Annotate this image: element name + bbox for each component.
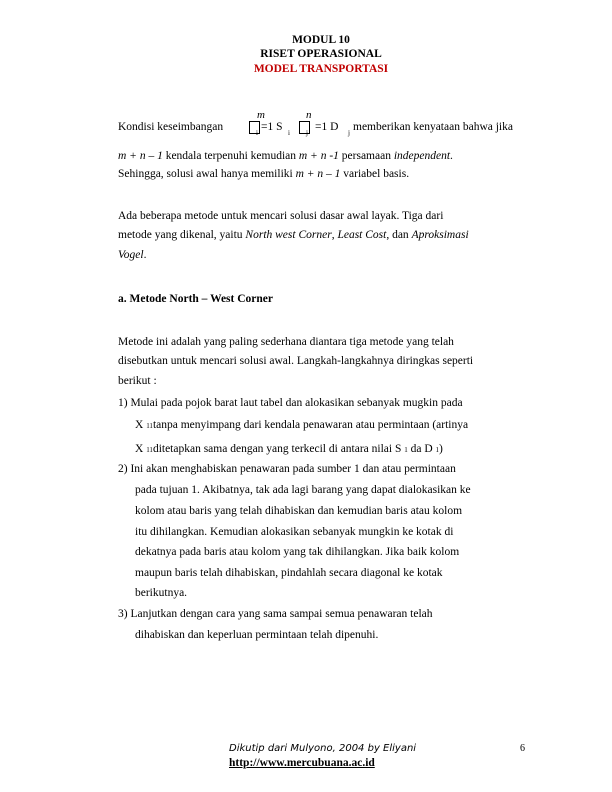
equilibrium-tail-text: memberikan kenyataan bahwa jika: [353, 121, 513, 133]
step3-line1: 3) Lanjutkan dengan cara yang sama sampai semua penawaran telah: [118, 608, 433, 620]
para3-line3: berikut :: [118, 375, 157, 387]
step2-line5: dekatnya pada baris atau kolom yang tak dihilangkan. Jika baik kolom: [135, 546, 460, 558]
para2-line2: metode yang dikenal, yaitu North west Corner, Least Cost, dan Aproksimasi: [118, 229, 469, 241]
step2-line1: 2) Ini akan menghabiskan penawaran pada sumber 1 dan atau permintaan: [118, 463, 456, 475]
sum2-subscript: j: [348, 129, 350, 137]
sum1-subscript: i: [288, 129, 290, 137]
footer-url-link[interactable]: http://www.mercubuana.ac.id: [229, 757, 375, 769]
module-number: MODUL 10: [292, 34, 350, 46]
footer-credit: Dikutip dari Mulyono, 2004 by Eliyani: [229, 743, 417, 754]
sum2-expression: =1 D: [315, 121, 339, 133]
step2-line6: maupun baris telah dihabiskan, pindahlah secara diagonal ke kotak: [135, 567, 443, 579]
step1-line1: 1) Mulai pada pojok barat laut tabel dan alokasikan sebanyak mugkin pada: [118, 397, 463, 409]
sum2-lower-index: j: [306, 129, 308, 137]
page-number: 6: [520, 743, 525, 754]
step2-line2: pada tujuan 1. Akibatnya, tak ada lagi barang yang dapat dialokasikan ke: [135, 484, 471, 496]
para1-line2: Sehingga, solusi awal hanya memiliki m + n – 1 variabel basis.: [118, 168, 410, 180]
sum1-lower-index: i: [256, 129, 258, 137]
sum2-symbol-box: [299, 121, 310, 134]
para1-line1: m + n – 1 kendala terpenuhi kemudian m + n -1 persamaan independent.: [118, 150, 453, 162]
step2-line7: berikutnya.: [135, 587, 188, 599]
para2-line3: Vogel.: [118, 249, 147, 261]
para2-line1: Ada beberapa metode untuk mencari solusi dasar awal layak. Tiga dari: [118, 210, 444, 222]
step3-line2: dihabiskan dan keperluan permintaan telah dipenuhi.: [135, 629, 379, 641]
step2-line3: kolom atau baris yang telah dihabiskan dan kemudian baris atau kolom: [135, 505, 463, 517]
sum1-expression: =1 S: [261, 121, 283, 133]
step2-line4: itu dihilangkan. Kemudian alokasikan sebanyak mungkin ke kotak di: [135, 526, 454, 538]
sum1-symbol-box: [249, 121, 260, 134]
sum1-upper-limit: m: [257, 109, 265, 121]
course-title: RISET OPERASIONAL: [260, 48, 382, 60]
sum2-upper-limit: n: [306, 109, 312, 121]
step1-line3: X 11ditetapkan sama dengan yang terkecil di antara nilai S 1 da D 1): [135, 443, 443, 455]
para3-line1: Metode ini adalah yang paling sederhana diantara tiga metode yang telah: [118, 336, 454, 348]
step1-line2: X 11tanpa menyimpang dari kendala penawaran atau permintaan (artinya: [135, 419, 469, 431]
equilibrium-label: Kondisi keseimbangan: [118, 121, 224, 133]
chapter-title: MODEL TRANSPORTASI: [253, 63, 389, 75]
para3-line2: disebutkan untuk mencari solusi awal. Langkah-langkahnya diringkas seperti: [118, 355, 474, 367]
section-a-heading: a. Metode North – West Corner: [118, 293, 274, 305]
